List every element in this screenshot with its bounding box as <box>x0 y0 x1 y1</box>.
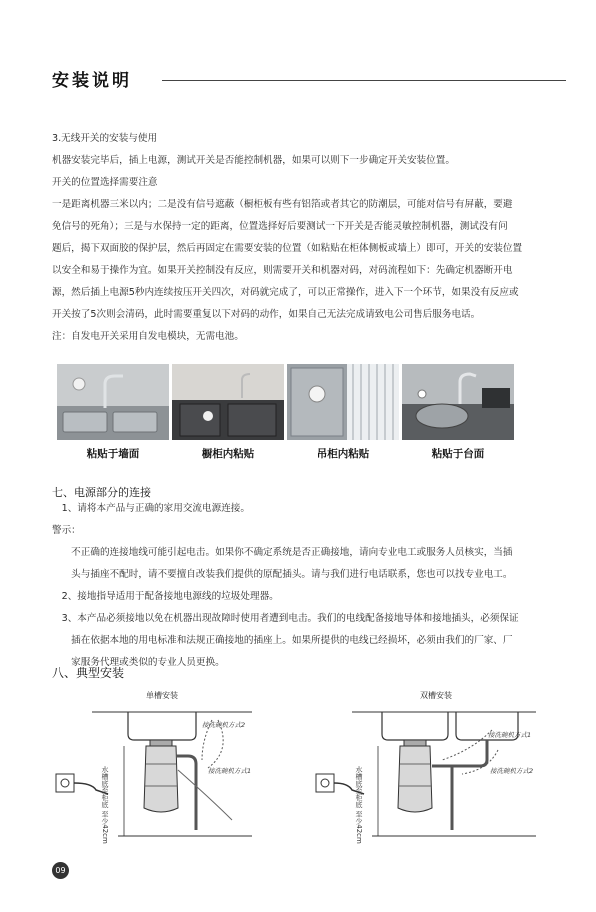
photo-caption: 粘贴于台面 <box>431 448 485 460</box>
photo-wall-cabinet <box>287 364 399 440</box>
dishwasher-option-1-label: 接洗碗机方式1 <box>488 731 532 739</box>
title-divider <box>162 80 566 81</box>
single-sink-diagram <box>52 690 288 850</box>
photo-cabinet-inside <box>172 364 284 440</box>
min-height-label: 水槽底至柜底 至少42cm <box>101 766 109 844</box>
section-7-heading: 七、电源部分的连接 <box>52 486 151 499</box>
text-line: 2、接地指导适用于配备接地电源线的垃圾处理器。 <box>52 591 279 602</box>
dishwasher-option-2-label: 接洗碗机方式2 <box>202 721 246 729</box>
text-line: 一是距离机器三米以内；二是没有信号遮蔽（橱柜板有些有铝箔或者其它的防潮层，可能对信号有屏蔽，要避 <box>52 199 513 210</box>
photo-caption: 橱柜内粘贴 <box>201 448 255 460</box>
page-number: 09 <box>52 862 69 879</box>
section-3-text <box>52 128 572 348</box>
photo-wall-mount <box>57 364 169 440</box>
dishwasher-option-1-label: 接洗碗机方式1 <box>208 767 252 775</box>
text-line: 1、请将本产品与正确的家用交流电源连接。 <box>52 503 250 514</box>
text-line: 机器安装完毕后，插上电源，测试开关是否能控制机器，如果可以则下一步确定开关安装位置。 <box>52 155 455 166</box>
text-line: 开关的位置选择需要注意 <box>52 177 158 188</box>
text-line: 以安全和易于操作为宜。如果开关控制没有反应，则需要开关和机器对码，对码流程如下：先确定机器断开电 <box>52 265 513 276</box>
text-line: 3、本产品必须接地以免在机器出现故障时使用者遭到电击。我们的电线配备接地导体和接地插头，必须保证 <box>52 613 519 624</box>
text-line: 题后，揭下双面胶的保护层，然后再固定在需要安装的位置（如粘贴在柜体侧板或墙上）即可，开关的安装位置 <box>52 243 523 254</box>
text-line: 警示： <box>52 525 81 536</box>
single-sink-label: 单槽安装 <box>146 691 178 700</box>
section-7-text <box>52 498 572 674</box>
section-8-heading: 八、典型安装 <box>52 666 125 680</box>
photo-caption: 粘贴于墙面 <box>86 448 140 460</box>
page-title: 安装说明 <box>52 71 132 91</box>
text-line: 3.无线开关的安装与使用 <box>52 133 158 144</box>
switch-placement-photos <box>57 364 515 440</box>
text-line: 注：自发电开关采用自发电模块，无需电池。 <box>52 331 244 342</box>
text-line: 不正确的连接地线可能引起电击。如果你不确定系统是否正确接地，请向专业电工或服务人员核实，当插 <box>52 547 513 558</box>
photo-countertop <box>402 364 514 440</box>
double-sink-diagram <box>312 690 548 850</box>
dishwasher-option-2-label: 接洗碗机方式2 <box>490 767 534 775</box>
text-line: 开关按了5次则会清码，此时需要重复以下对码的动作，如果自己无法完成请致电公司售后服务电话。 <box>52 309 481 320</box>
text-line: 源，然后插上电源5秒内连续按压开关四次，对码就完成了，可以正常操作，进入下一个环节，如果没有反应或 <box>52 287 519 298</box>
min-height-label: 水槽底至柜底 至少42cm <box>355 766 363 844</box>
photo-caption: 吊柜内粘贴 <box>316 448 370 460</box>
double-sink-label: 双槽安装 <box>420 691 452 700</box>
text-line: 插在依据本地的用电标准和法规正确接地的插座上。如果所提供的电线已经损坏，必须由我们的厂家、厂 <box>52 635 513 646</box>
text-line: 免信号的死角）；三是与水保持一定的距离，位置选择好后要测试一下开关是否能灵敏控制机器，测试没有问 <box>52 221 508 232</box>
text-line: 头与插座不配时，请不要擅自改装我们提供的原配插头。请与我们进行电话联系，您也可以找专业电工。 <box>52 569 513 580</box>
text-line: 家服务代理或类似的专业人员更换。 <box>52 657 225 668</box>
